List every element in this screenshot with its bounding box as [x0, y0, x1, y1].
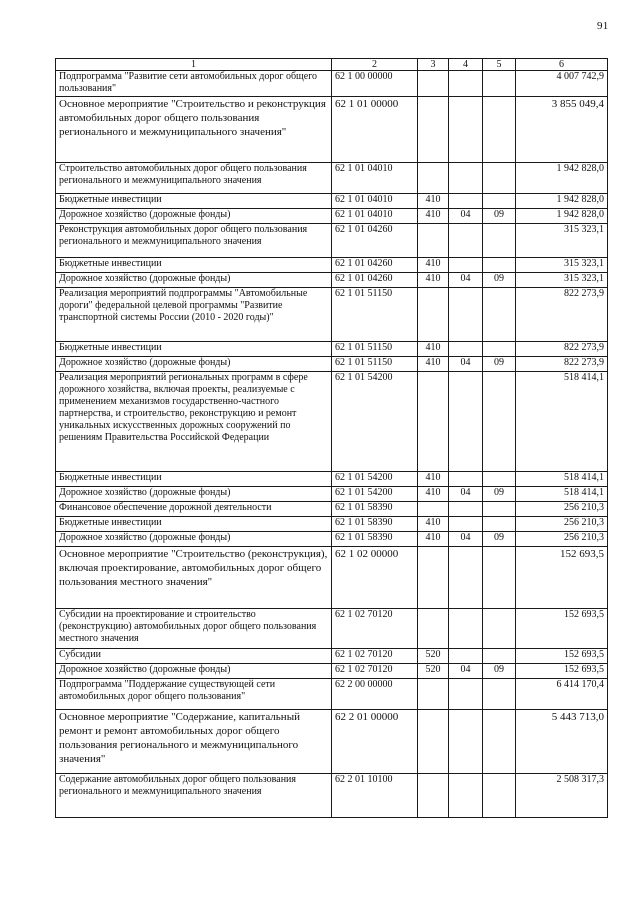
table-row: [56, 649, 608, 664]
subsection-cell: [483, 194, 516, 209]
amount-cell: 518 414,1: [516, 487, 608, 502]
target-code-cell: 62 2 01 00000: [332, 710, 418, 774]
amount-cell: 5 443 713,0: [516, 710, 608, 774]
item-name-cell: Подпрограмма "Поддержание существующей сети автомобильных дорог общего пользования": [56, 679, 332, 710]
table-row: [56, 342, 608, 357]
subsection-cell: [483, 97, 516, 163]
expense-type-cell: [418, 710, 449, 774]
subsection-cell: [483, 502, 516, 517]
subsection-cell: [483, 649, 516, 664]
item-name-cell: Реализация мероприятий подпрограммы "Автомобильные дороги" федеральной целевой программы "Развитие транспортной системы России (2010 - 2020 годы)": [56, 288, 332, 342]
subsection-cell: [483, 288, 516, 342]
expense-type-cell: [418, 774, 449, 818]
expense-type-cell: [418, 547, 449, 609]
target-code-cell: 62 1 01 00000: [332, 97, 418, 163]
subsection-cell: [483, 71, 516, 97]
amount-cell: 1 942 828,0: [516, 209, 608, 224]
section-cell: 04: [449, 273, 483, 288]
amount-cell: 152 693,5: [516, 649, 608, 664]
table-row: [56, 258, 608, 273]
amount-cell: 4 007 742,9: [516, 71, 608, 97]
target-code-cell: 62 1 01 04260: [332, 273, 418, 288]
target-code-cell: 62 1 01 58390: [332, 517, 418, 532]
amount-cell: 6 414 170,4: [516, 679, 608, 710]
amount-cell: 822 273,9: [516, 342, 608, 357]
section-cell: [449, 288, 483, 342]
expense-type-cell: [418, 224, 449, 258]
subsection-cell: 09: [483, 532, 516, 547]
expense-type-cell: 410: [418, 194, 449, 209]
target-code-cell: 62 1 01 58390: [332, 502, 418, 517]
item-name-cell: Бюджетные инвестиции: [56, 194, 332, 209]
expense-type-cell: [418, 163, 449, 194]
table-row: [56, 163, 608, 194]
subsection-cell: [483, 774, 516, 818]
item-name-cell: Субсидии: [56, 649, 332, 664]
table-row: [56, 664, 608, 679]
table-body: [56, 71, 608, 818]
section-cell: 04: [449, 357, 483, 372]
target-code-cell: 62 1 02 00000: [332, 547, 418, 609]
target-code-cell: 62 1 01 04010: [332, 209, 418, 224]
amount-cell: 315 323,1: [516, 273, 608, 288]
subsection-cell: [483, 710, 516, 774]
section-cell: [449, 163, 483, 194]
target-code-cell: 62 1 01 04260: [332, 224, 418, 258]
item-name-cell: Финансовое обеспечение дорожной деятельности: [56, 502, 332, 517]
expense-type-cell: 410: [418, 517, 449, 532]
amount-cell: 518 414,1: [516, 372, 608, 472]
item-name-cell: Бюджетные инвестиции: [56, 517, 332, 532]
section-cell: 04: [449, 209, 483, 224]
amount-cell: 152 693,5: [516, 547, 608, 609]
section-cell: [449, 258, 483, 273]
section-cell: [449, 472, 483, 487]
column-number-header: 1: [56, 59, 332, 71]
item-name-cell: Бюджетные инвестиции: [56, 472, 332, 487]
item-name-cell: Дорожное хозяйство (дорожные фонды): [56, 209, 332, 224]
expense-type-cell: 520: [418, 664, 449, 679]
expense-type-cell: 410: [418, 273, 449, 288]
target-code-cell: 62 1 01 58390: [332, 532, 418, 547]
table-row: [56, 194, 608, 209]
table-row: [56, 224, 608, 258]
section-cell: [449, 224, 483, 258]
column-number-header: 3: [418, 59, 449, 71]
amount-cell: 1 942 828,0: [516, 194, 608, 209]
amount-cell: 1 942 828,0: [516, 163, 608, 194]
expense-type-cell: 410: [418, 487, 449, 502]
section-cell: [449, 71, 483, 97]
section-cell: [449, 679, 483, 710]
subsection-cell: 09: [483, 357, 516, 372]
item-name-cell: Дорожное хозяйство (дорожные фонды): [56, 487, 332, 502]
expense-type-cell: [418, 97, 449, 163]
expense-type-cell: [418, 288, 449, 342]
subsection-cell: [483, 342, 516, 357]
amount-cell: 315 323,1: [516, 258, 608, 273]
section-cell: [449, 342, 483, 357]
section-cell: [449, 609, 483, 649]
subsection-cell: [483, 163, 516, 194]
expense-type-cell: 410: [418, 209, 449, 224]
table-row: [56, 710, 608, 774]
section-cell: [449, 649, 483, 664]
subsection-cell: [483, 517, 516, 532]
subsection-cell: [483, 372, 516, 472]
column-number-header: 4: [449, 59, 483, 71]
target-code-cell: 62 1 00 00000: [332, 71, 418, 97]
subsection-cell: [483, 679, 516, 710]
item-name-cell: Бюджетные инвестиции: [56, 342, 332, 357]
section-cell: [449, 547, 483, 609]
amount-cell: 3 855 049,4: [516, 97, 608, 163]
section-cell: [449, 502, 483, 517]
item-name-cell: Содержание автомобильных дорог общего пользования регионального и межмуниципального значения: [56, 774, 332, 818]
item-name-cell: Основное мероприятие "Содержание, капитальный ремонт и ремонт автомобильных дорог общего пользования регионального и межмуниципального значения": [56, 710, 332, 774]
table-row: [56, 288, 608, 342]
expense-type-cell: 520: [418, 649, 449, 664]
amount-cell: 822 273,9: [516, 357, 608, 372]
amount-cell: 256 210,3: [516, 532, 608, 547]
amount-cell: 256 210,3: [516, 517, 608, 532]
target-code-cell: 62 1 01 51150: [332, 342, 418, 357]
subsection-cell: [483, 547, 516, 609]
column-number-header: 6: [516, 59, 608, 71]
subsection-cell: 09: [483, 209, 516, 224]
table-row: [56, 472, 608, 487]
target-code-cell: 62 1 01 04260: [332, 258, 418, 273]
page-number: 91: [597, 20, 609, 32]
target-code-cell: 62 1 02 70120: [332, 649, 418, 664]
section-cell: 04: [449, 532, 483, 547]
table-row: [56, 71, 608, 97]
budget-table: [55, 58, 608, 818]
table-row: [56, 273, 608, 288]
subsection-cell: [483, 224, 516, 258]
subsection-cell: 09: [483, 273, 516, 288]
item-name-cell: Бюджетные инвестиции: [56, 258, 332, 273]
item-name-cell: Подпрограмма "Развитие сети автомобильных дорог общего пользования": [56, 71, 332, 97]
target-code-cell: 62 1 01 54200: [332, 487, 418, 502]
section-cell: [449, 517, 483, 532]
expense-type-cell: [418, 609, 449, 649]
expense-type-cell: 410: [418, 342, 449, 357]
section-cell: 04: [449, 487, 483, 502]
item-name-cell: Реконструкция автомобильных дорог общего пользования регионального и межмуниципального значения: [56, 224, 332, 258]
target-code-cell: 62 1 01 51150: [332, 288, 418, 342]
target-code-cell: 62 2 01 10100: [332, 774, 418, 818]
expense-type-cell: [418, 71, 449, 97]
table-row: [56, 487, 608, 502]
expense-type-cell: 410: [418, 258, 449, 273]
amount-cell: 518 414,1: [516, 472, 608, 487]
subsection-cell: [483, 258, 516, 273]
table-row: [56, 532, 608, 547]
target-code-cell: 62 1 01 54200: [332, 472, 418, 487]
amount-cell: 256 210,3: [516, 502, 608, 517]
subsection-cell: [483, 609, 516, 649]
item-name-cell: Реализация мероприятий региональных программ в сфере дорожного хозяйства, включая проекты, реализуемые с применением механизмов государственно-частного партнерства, и строительство, реконструкцию и ремонт уникальных искусственных дорожных сооружений по решениям Правительства Российской Федерации: [56, 372, 332, 472]
amount-cell: 315 323,1: [516, 224, 608, 258]
target-code-cell: 62 2 00 00000: [332, 679, 418, 710]
section-cell: [449, 194, 483, 209]
table-row: [56, 357, 608, 372]
amount-cell: 822 273,9: [516, 288, 608, 342]
target-code-cell: 62 1 01 51150: [332, 357, 418, 372]
subsection-cell: 09: [483, 487, 516, 502]
table-row: [56, 609, 608, 649]
table-row: [56, 502, 608, 517]
target-code-cell: 62 1 01 04010: [332, 163, 418, 194]
expense-type-cell: [418, 679, 449, 710]
item-name-cell: Строительство автомобильных дорог общего пользования регионального и межмуниципального значения: [56, 163, 332, 194]
target-code-cell: 62 1 02 70120: [332, 609, 418, 649]
table-row: [56, 679, 608, 710]
table-row: [56, 774, 608, 818]
section-cell: [449, 372, 483, 472]
table-row: [56, 97, 608, 163]
item-name-cell: Дорожное хозяйство (дорожные фонды): [56, 664, 332, 679]
subsection-cell: [483, 472, 516, 487]
subsection-cell: 09: [483, 664, 516, 679]
amount-cell: 152 693,5: [516, 609, 608, 649]
item-name-cell: Основное мероприятие "Строительство и реконструкция автомобильных дорог общего пользования регионального и межмуниципального значения": [56, 97, 332, 163]
item-name-cell: Дорожное хозяйство (дорожные фонды): [56, 532, 332, 547]
amount-cell: 152 693,5: [516, 664, 608, 679]
target-code-cell: 62 1 01 04010: [332, 194, 418, 209]
item-name-cell: Дорожное хозяйство (дорожные фонды): [56, 357, 332, 372]
section-cell: [449, 710, 483, 774]
expense-type-cell: 410: [418, 472, 449, 487]
table-row: [56, 547, 608, 609]
column-number-header: 2: [332, 59, 418, 71]
section-cell: 04: [449, 664, 483, 679]
table-row: [56, 517, 608, 532]
target-code-cell: 62 1 01 54200: [332, 372, 418, 472]
table-row: [56, 372, 608, 472]
expense-type-cell: [418, 372, 449, 472]
table-row: [56, 209, 608, 224]
expense-type-cell: 410: [418, 532, 449, 547]
target-code-cell: 62 1 02 70120: [332, 664, 418, 679]
expense-type-cell: 410: [418, 357, 449, 372]
column-number-row: [56, 59, 608, 71]
amount-cell: 2 508 317,3: [516, 774, 608, 818]
item-name-cell: Дорожное хозяйство (дорожные фонды): [56, 273, 332, 288]
column-number-header: 5: [483, 59, 516, 71]
expense-type-cell: [418, 502, 449, 517]
section-cell: [449, 774, 483, 818]
item-name-cell: Основное мероприятие "Строительство (реконструкция), включая проектирование, автомобильных дорог общего пользования местного значения": [56, 547, 332, 609]
item-name-cell: Субсидии на проектирование и строительство (реконструкцию) автомобильных дорог общего пользования местного значения: [56, 609, 332, 649]
section-cell: [449, 97, 483, 163]
